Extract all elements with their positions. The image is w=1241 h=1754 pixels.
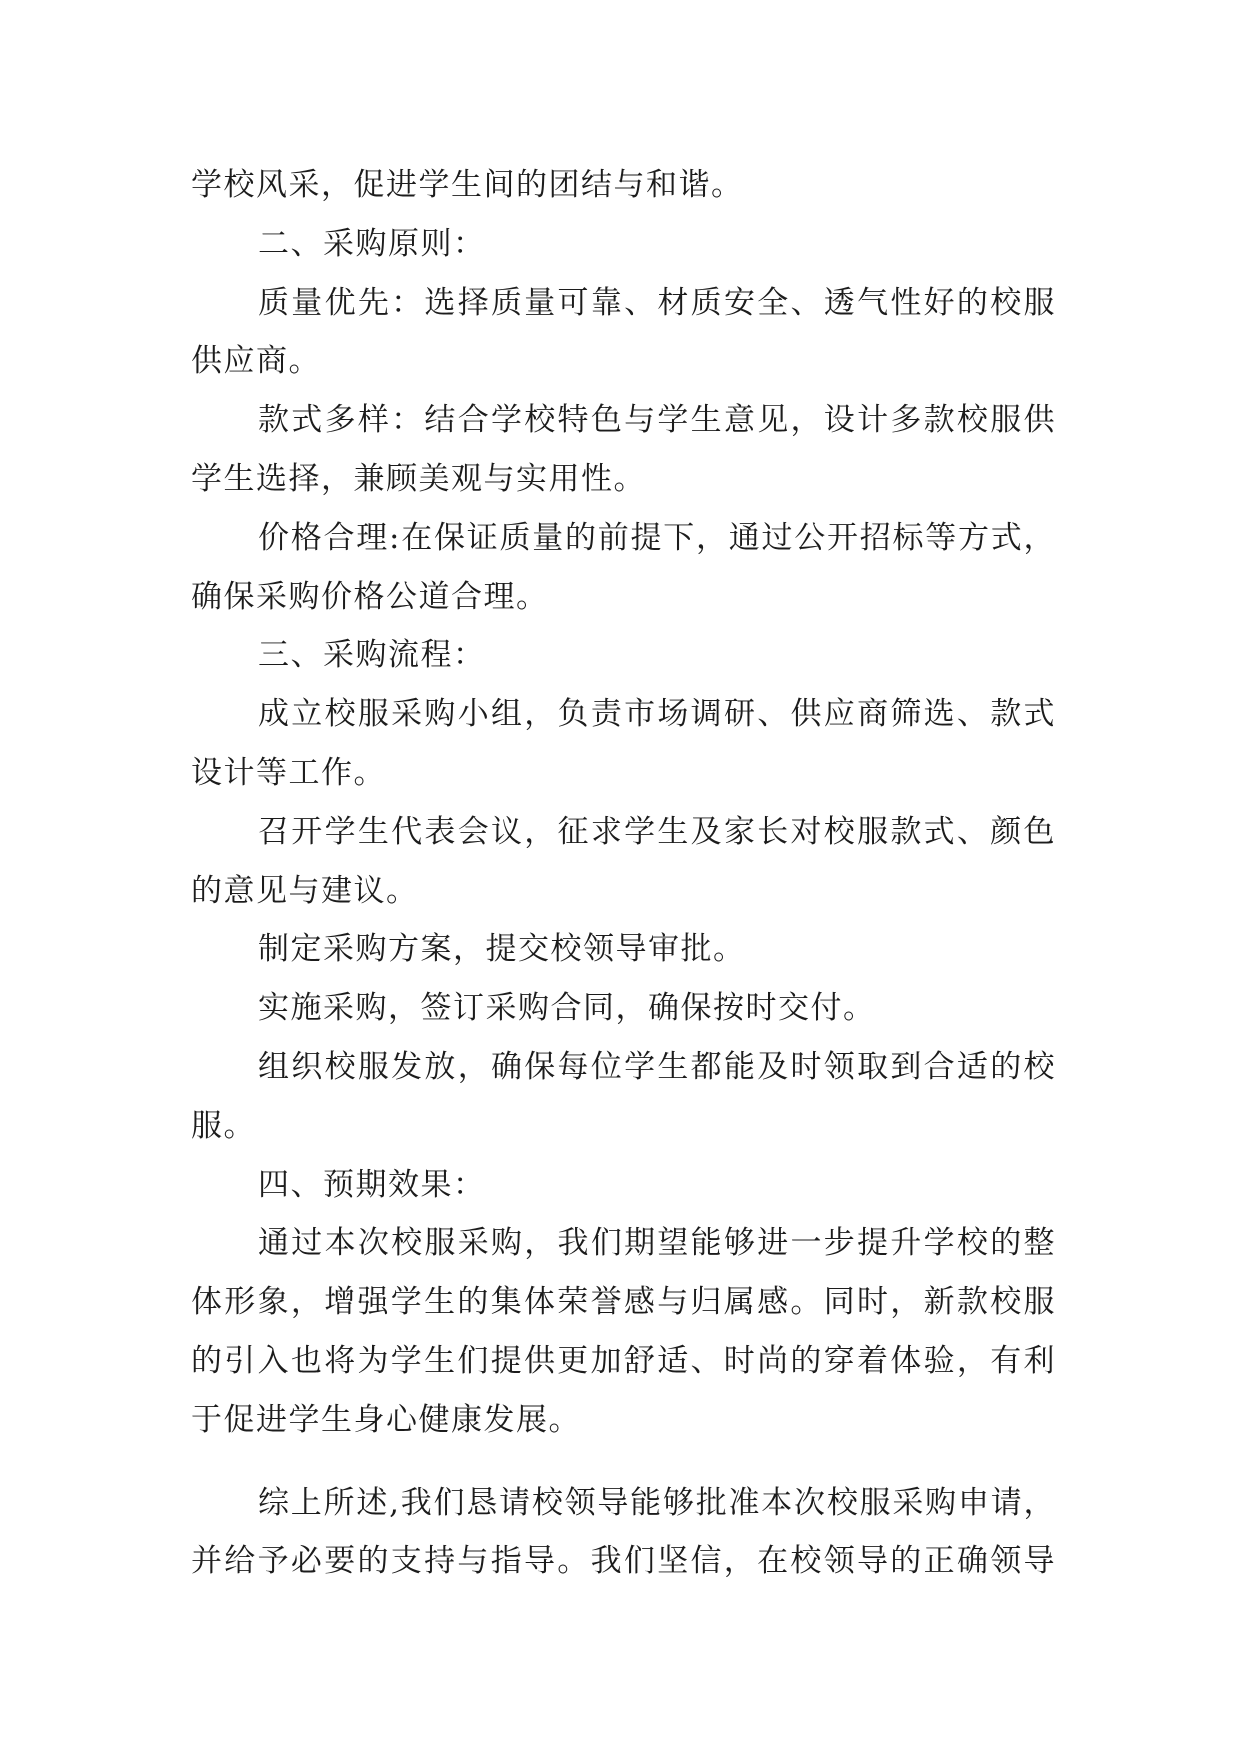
paragraph-process-step-2 (191, 803, 1056, 921)
paragraph-process-step-1 (191, 685, 1056, 803)
paragraph-diverse-styles (191, 391, 1056, 509)
text-line: 通过本次校服采购，我们期望能够进一步提升学校的整 (258, 1225, 1056, 1262)
text-line: 设计等工作。 (191, 754, 386, 791)
text-line: 召开学生代表会议，征求学生及家长对校服款式、颜色 (258, 813, 1056, 850)
text-line: 学生选择，兼顾美观与实用性。 (191, 460, 646, 497)
text-line: 的意见与建议。 (191, 872, 419, 909)
paragraph-process-step-5 (191, 1038, 1056, 1156)
text-line: 确保采购价格公道合理。 (191, 578, 549, 615)
paragraph-expected-results (191, 1214, 1056, 1449)
paragraph-conclusion (191, 1474, 1056, 1592)
paragraph-process-step-4 (191, 979, 1056, 1038)
paragraph-continuation (191, 156, 1056, 215)
text-line: 学校风采，促进学生间的团结与和谐。 (191, 167, 744, 203)
document-body (191, 156, 1056, 1591)
text-line: 体形象，增强学生的集体荣誉感与归属感。同时，新款校服 (191, 1284, 1056, 1321)
section-heading-principles (191, 215, 1056, 274)
paragraph-process-step-3 (191, 920, 1056, 979)
paragraph-quality-first (191, 274, 1056, 392)
section-heading-process (191, 626, 1056, 685)
text-line: 款式多样：结合学校特色与学生意见，设计多款校服供 (258, 402, 1056, 439)
text-line: 供应商。 (191, 343, 321, 380)
text-line: 并给予必要的支持与指导。我们坚信，在校领导的正确领导 (191, 1543, 1056, 1580)
text-line: 服。 (191, 1107, 256, 1144)
text-line: 组织校服发放，确保每位学生都能及时领取到合适的校 (258, 1048, 1056, 1085)
section-heading-expected-results (191, 1156, 1056, 1215)
text-line: 价格合理:在保证质量的前提下，通过公开招标等方式， (258, 519, 1056, 556)
section-heading: 四、预期效果： (258, 1166, 486, 1203)
text-line: 综上所述,我们恳请校领导能够批准本次校服采购申请， (258, 1484, 1056, 1521)
text-line: 于促进学生身心健康发展。 (191, 1401, 581, 1438)
section-heading: 二、采购原则： (258, 225, 486, 262)
text-line: 的引入也将为学生们提供更加舒适、时尚的穿着体验，有利 (191, 1342, 1056, 1379)
text-line: 制定采购方案，提交校领导审批。 (258, 931, 746, 968)
text-line: 质量优先：选择质量可靠、材质安全、透气性好的校服 (258, 284, 1056, 321)
text-line: 成立校服采购小组，负责市场调研、供应商筛选、款式 (258, 696, 1056, 733)
paragraph-reasonable-price (191, 509, 1056, 627)
section-heading: 三、采购流程： (258, 637, 486, 674)
text-line: 实施采购，签订采购合同，确保按时交付。 (258, 990, 876, 1027)
